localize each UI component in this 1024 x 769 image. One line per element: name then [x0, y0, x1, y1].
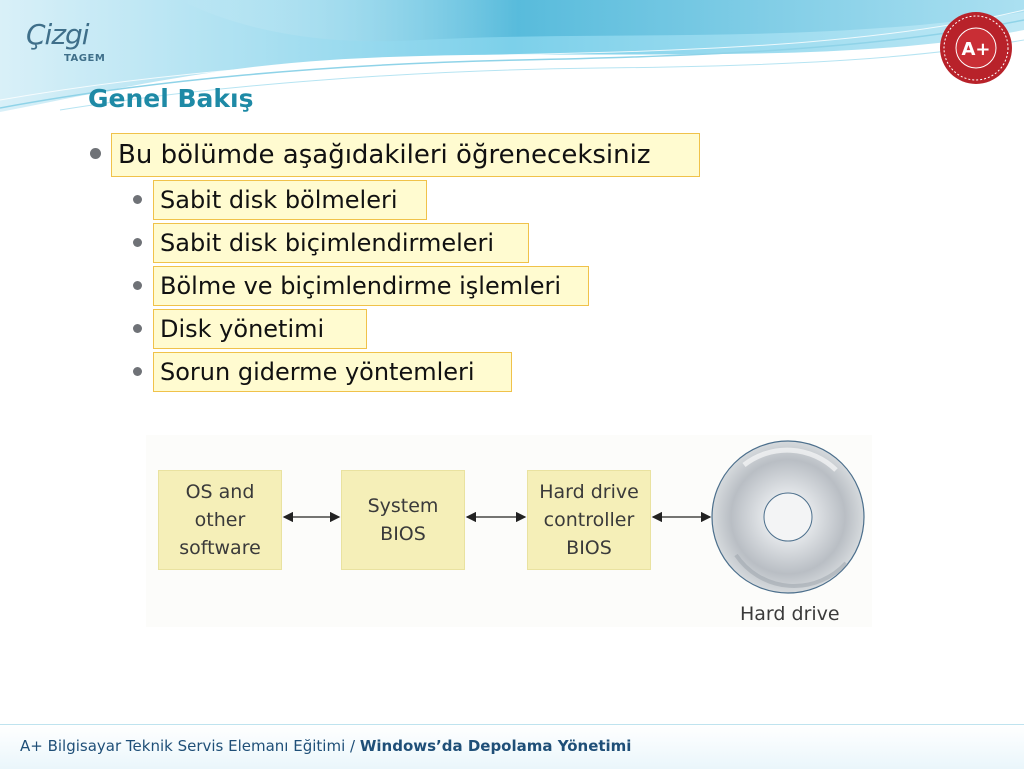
box-line: software: [179, 537, 261, 559]
bullet-dot: [133, 195, 142, 204]
box-line: BIOS: [380, 523, 426, 545]
sub-bullet: Disk yönetimi: [153, 309, 367, 349]
footer-chapter: Windows’da Depolama Yönetimi: [359, 737, 632, 755]
sub-bullet: Bölme ve biçimlendirme işlemleri: [153, 266, 589, 306]
sub-bullet: Sabit disk biçimlendirmeleri: [153, 223, 529, 263]
diagram-connectors: [146, 435, 872, 627]
box-line: controller: [543, 509, 635, 531]
bullet-dot: [133, 367, 142, 376]
hard-drive-disc-icon: [712, 441, 864, 593]
a-plus-seal-logo: [938, 10, 1014, 86]
logo-main-text: Çizgi: [26, 18, 89, 51]
box-line: Hard drive: [539, 481, 639, 503]
bullet-dot: [133, 238, 142, 247]
box-line: System: [367, 495, 439, 517]
hard-drive-label: Hard drive: [740, 603, 840, 625]
footer-course: A+ Bilgisayar Teknik Servis Elemanı Eğitimi /: [20, 737, 360, 755]
box-line: OS and: [185, 481, 255, 503]
box-line: other: [194, 509, 246, 531]
bullet-dot: [133, 324, 142, 333]
storage-stack-diagram: [146, 435, 872, 627]
bullet-dot: [90, 148, 101, 159]
sub-bullet: Sabit disk bölmeleri: [153, 180, 427, 220]
box-line: BIOS: [566, 537, 612, 559]
logo-sub-text: TAGEM: [64, 53, 106, 64]
footer-text: [20, 737, 631, 755]
sub-bullet: Sorun giderme yöntemleri: [153, 352, 512, 392]
cizgi-tagem-logo: [12, 10, 107, 64]
svg-text:A+: A+: [961, 39, 991, 60]
main-bullet: Bu bölümde aşağıdakileri öğreneceksiniz: [111, 133, 700, 177]
bullet-dot: [133, 281, 142, 290]
slide-title: Genel Bakış: [88, 84, 254, 113]
